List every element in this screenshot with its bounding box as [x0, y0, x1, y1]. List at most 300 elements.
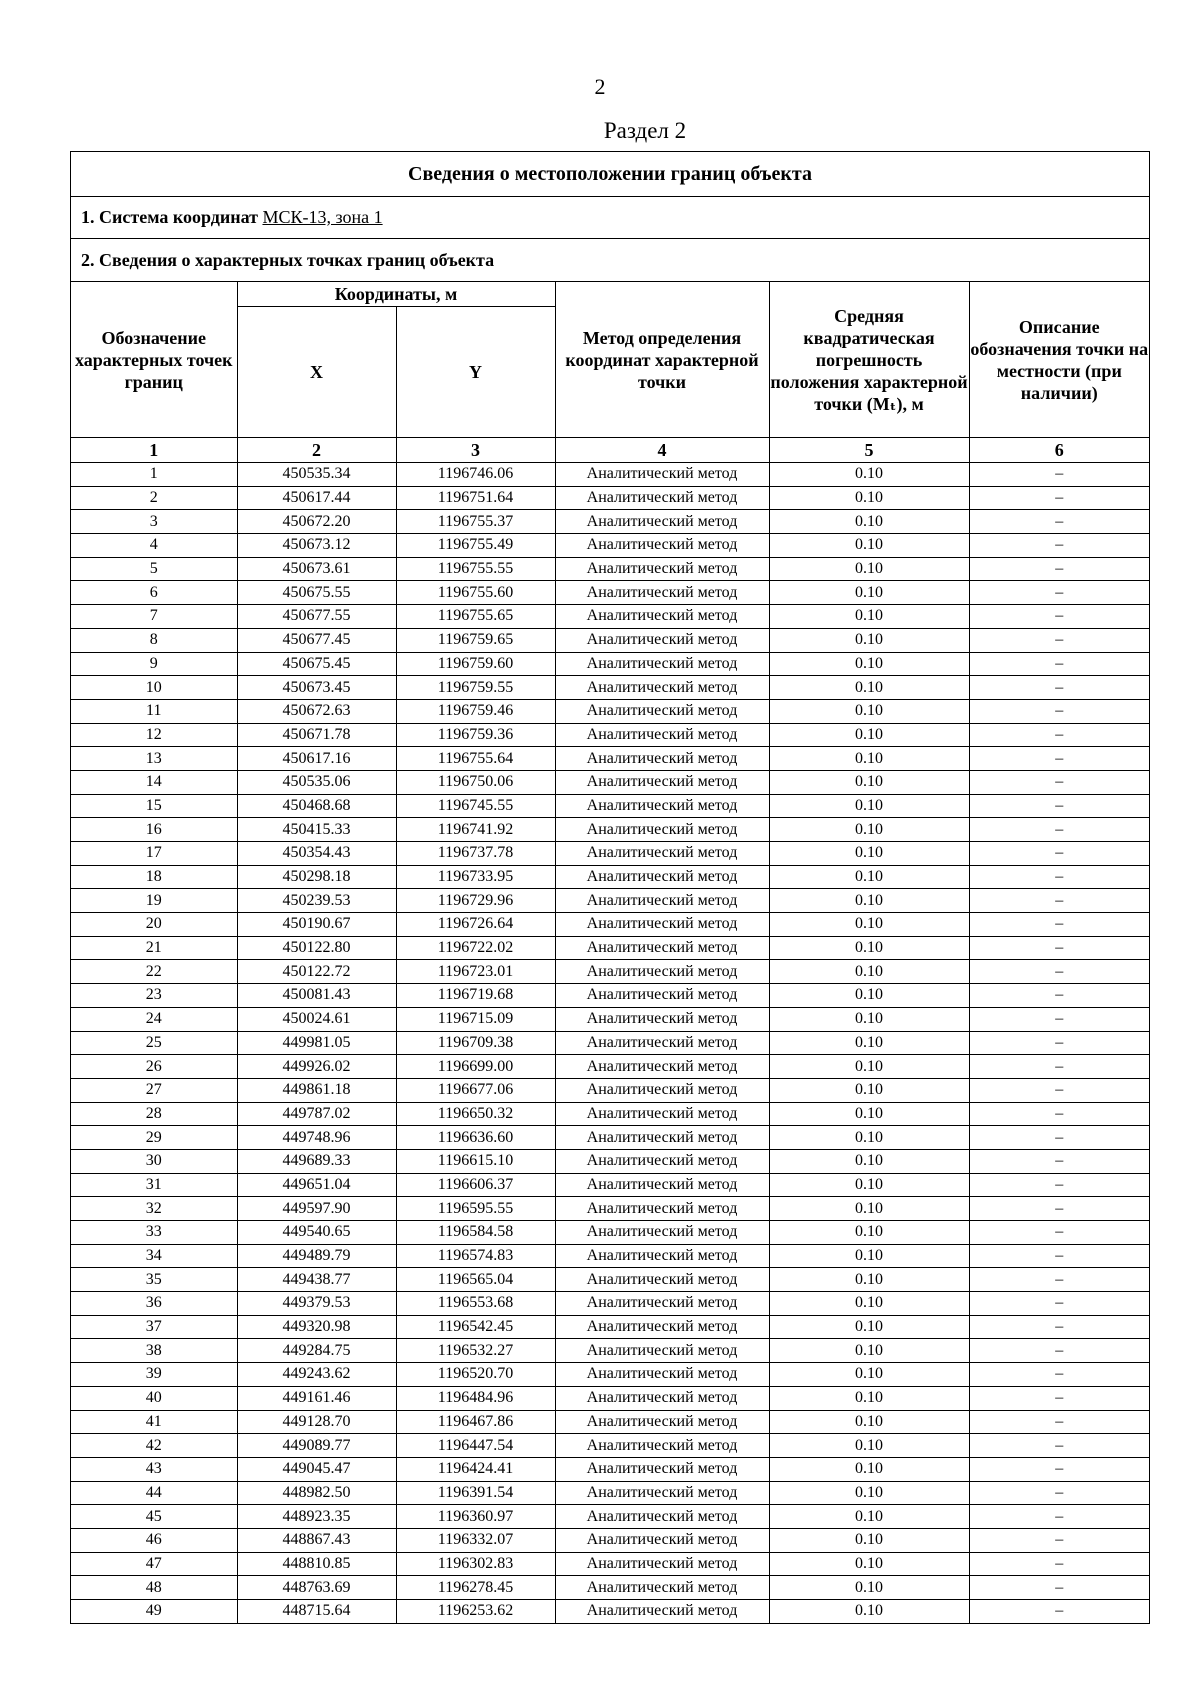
method-cell: Аналитический метод: [555, 1244, 769, 1268]
page-number: 2: [594, 74, 606, 99]
x-coordinate-cell: 450024.61: [237, 1007, 396, 1031]
y-coordinate-cell: 1196719.68: [396, 984, 555, 1008]
error-cell: 0.10: [769, 1457, 969, 1481]
table-row: [71, 557, 1149, 581]
y-coordinate-cell: 1196755.60: [396, 581, 555, 605]
description-cell: –: [969, 652, 1149, 676]
error-cell: 0.10: [769, 1528, 969, 1552]
error-cell: 0.10: [769, 1292, 969, 1316]
description-cell: –: [969, 1552, 1149, 1576]
error-cell: 0.10: [769, 984, 969, 1008]
point-number-cell: 29: [71, 1126, 237, 1150]
point-number-cell: 41: [71, 1410, 237, 1434]
point-number-cell: 31: [71, 1173, 237, 1197]
y-coordinate-cell: 1196302.83: [396, 1552, 555, 1576]
y-coordinate-cell: 1196615.10: [396, 1149, 555, 1173]
x-coordinate-cell: 448923.35: [237, 1505, 396, 1529]
method-cell: Аналитический метод: [555, 1292, 769, 1316]
point-number-cell: 18: [71, 865, 237, 889]
description-cell: –: [969, 1126, 1149, 1150]
point-number-cell: 21: [71, 936, 237, 960]
x-coordinate-cell: 450673.45: [237, 676, 396, 700]
method-cell: Аналитический метод: [555, 581, 769, 605]
x-coordinate-cell: 450672.63: [237, 699, 396, 723]
method-cell: Аналитический метод: [555, 1457, 769, 1481]
x-coordinate-cell: 448715.64: [237, 1600, 396, 1623]
error-cell: 0.10: [769, 1386, 969, 1410]
y-coordinate-cell: 1196755.49: [396, 534, 555, 558]
table-row: [71, 747, 1149, 771]
error-cell: 0.10: [769, 865, 969, 889]
x-coordinate-cell: 449689.33: [237, 1149, 396, 1173]
y-coordinate-cell: 1196278.45: [396, 1576, 555, 1600]
point-number-cell: 5: [71, 557, 237, 581]
description-cell: –: [969, 1221, 1149, 1245]
error-cell: 0.10: [769, 1031, 969, 1055]
x-coordinate-cell: 450081.43: [237, 984, 396, 1008]
description-cell: –: [969, 1363, 1149, 1387]
point-number-cell: 20: [71, 913, 237, 937]
table-row: [71, 510, 1149, 534]
y-coordinate-cell: 1196467.86: [396, 1410, 555, 1434]
method-cell: Аналитический метод: [555, 794, 769, 818]
method-cell: Аналитический метод: [555, 699, 769, 723]
description-cell: –: [969, 557, 1149, 581]
y-coordinate-cell: 1196542.45: [396, 1315, 555, 1339]
method-cell: Аналитический метод: [555, 1126, 769, 1150]
table-row: [71, 1505, 1149, 1529]
y-coordinate-cell: 1196520.70: [396, 1363, 555, 1387]
description-cell: –: [969, 1339, 1149, 1363]
error-cell: 0.10: [769, 770, 969, 794]
table-row: [71, 936, 1149, 960]
method-cell: Аналитический метод: [555, 770, 769, 794]
method-cell: Аналитический метод: [555, 1576, 769, 1600]
error-cell: 0.10: [769, 1126, 969, 1150]
point-number-cell: 15: [71, 794, 237, 818]
error-cell: 0.10: [769, 936, 969, 960]
method-cell: Аналитический метод: [555, 1078, 769, 1102]
point-number-cell: 30: [71, 1149, 237, 1173]
y-coordinate-cell: 1196709.38: [396, 1031, 555, 1055]
y-coordinate-cell: 1196755.65: [396, 605, 555, 629]
error-cell: 0.10: [769, 1315, 969, 1339]
table-row: [71, 652, 1149, 676]
method-cell: Аналитический метод: [555, 1552, 769, 1576]
table-row: [71, 723, 1149, 747]
point-number-cell: 2: [71, 486, 237, 510]
y-coordinate-cell: 1196746.06: [396, 463, 555, 487]
error-cell: 0.10: [769, 1078, 969, 1102]
method-cell: Аналитический метод: [555, 628, 769, 652]
point-number-cell: 25: [71, 1031, 237, 1055]
y-coordinate-cell: 1196532.27: [396, 1339, 555, 1363]
table-row: [71, 865, 1149, 889]
method-cell: Аналитический метод: [555, 1600, 769, 1623]
table-row: [71, 1434, 1149, 1458]
point-number-cell: 49: [71, 1600, 237, 1623]
x-coordinate-cell: 450617.44: [237, 486, 396, 510]
point-number-cell: 22: [71, 960, 237, 984]
error-cell: 0.10: [769, 581, 969, 605]
description-cell: –: [969, 1481, 1149, 1505]
point-number-cell: 26: [71, 1055, 237, 1079]
table-row: [71, 1410, 1149, 1434]
method-cell: Аналитический метод: [555, 936, 769, 960]
point-number-cell: 33: [71, 1221, 237, 1245]
error-cell: 0.10: [769, 605, 969, 629]
column-number: 4: [555, 438, 769, 463]
point-number-cell: 8: [71, 628, 237, 652]
x-coordinate-cell: 450673.12: [237, 534, 396, 558]
x-coordinate-cell: 448982.50: [237, 1481, 396, 1505]
point-number-cell: 7: [71, 605, 237, 629]
y-coordinate-cell: 1196595.55: [396, 1197, 555, 1221]
point-number-cell: 37: [71, 1315, 237, 1339]
header-x: X: [237, 307, 396, 438]
x-coordinate-cell: 450535.34: [237, 463, 396, 487]
x-coordinate-cell: 449748.96: [237, 1126, 396, 1150]
header-point: Обозначение характерных точек границ: [71, 282, 237, 438]
table-row: [71, 1576, 1149, 1600]
table-row: [71, 842, 1149, 866]
description-cell: –: [969, 1410, 1149, 1434]
document-title: Сведения о местоположении границ объекта: [71, 152, 1149, 197]
point-number-cell: 11: [71, 699, 237, 723]
table-row: [71, 1339, 1149, 1363]
x-coordinate-cell: 450354.43: [237, 842, 396, 866]
y-coordinate-cell: 1196751.64: [396, 486, 555, 510]
x-coordinate-cell: 449379.53: [237, 1292, 396, 1316]
x-coordinate-cell: 449161.46: [237, 1386, 396, 1410]
table-row: [71, 676, 1149, 700]
description-cell: –: [969, 605, 1149, 629]
description-cell: –: [969, 1457, 1149, 1481]
y-coordinate-cell: 1196755.55: [396, 557, 555, 581]
table-row: [71, 1149, 1149, 1173]
y-coordinate-cell: 1196574.83: [396, 1244, 555, 1268]
y-coordinate-cell: 1196745.55: [396, 794, 555, 818]
table-row: [71, 1221, 1149, 1245]
description-cell: –: [969, 628, 1149, 652]
table-body: [71, 463, 1149, 1623]
error-cell: 0.10: [769, 1007, 969, 1031]
error-cell: 0.10: [769, 1102, 969, 1126]
method-cell: Аналитический метод: [555, 889, 769, 913]
description-cell: –: [969, 1386, 1149, 1410]
x-coordinate-cell: 450672.20: [237, 510, 396, 534]
description-cell: –: [969, 960, 1149, 984]
table-row: [71, 581, 1149, 605]
table-row: [71, 699, 1149, 723]
method-cell: Аналитический метод: [555, 510, 769, 534]
table-row: [71, 1292, 1149, 1316]
method-cell: Аналитический метод: [555, 1031, 769, 1055]
x-coordinate-cell: 449489.79: [237, 1244, 396, 1268]
error-cell: 0.10: [769, 486, 969, 510]
description-cell: –: [969, 676, 1149, 700]
y-coordinate-cell: 1196484.96: [396, 1386, 555, 1410]
description-cell: –: [969, 1055, 1149, 1079]
description-cell: –: [969, 1268, 1149, 1292]
description-cell: –: [969, 1007, 1149, 1031]
point-number-cell: 36: [71, 1292, 237, 1316]
point-number-cell: 27: [71, 1078, 237, 1102]
description-cell: –: [969, 747, 1149, 771]
y-coordinate-cell: 1196729.96: [396, 889, 555, 913]
y-coordinate-cell: 1196759.55: [396, 676, 555, 700]
description-cell: –: [969, 699, 1149, 723]
table-row: [71, 1552, 1149, 1576]
coordinate-system-value: МСК-13, зона 1: [262, 207, 383, 227]
description-cell: –: [969, 1197, 1149, 1221]
point-number-cell: 44: [71, 1481, 237, 1505]
x-coordinate-cell: 450617.16: [237, 747, 396, 771]
point-number-cell: 38: [71, 1339, 237, 1363]
x-coordinate-cell: 449320.98: [237, 1315, 396, 1339]
method-cell: Аналитический метод: [555, 1434, 769, 1458]
description-cell: –: [969, 1031, 1149, 1055]
table-row: [71, 1600, 1149, 1623]
point-number-cell: 47: [71, 1552, 237, 1576]
method-cell: Аналитический метод: [555, 1505, 769, 1529]
x-coordinate-cell: 448763.69: [237, 1576, 396, 1600]
table-row: [71, 1078, 1149, 1102]
x-coordinate-cell: 450239.53: [237, 889, 396, 913]
method-cell: Аналитический метод: [555, 676, 769, 700]
x-coordinate-cell: 450468.68: [237, 794, 396, 818]
y-coordinate-cell: 1196699.00: [396, 1055, 555, 1079]
x-coordinate-cell: 449861.18: [237, 1078, 396, 1102]
table-row: [71, 794, 1149, 818]
method-cell: Аналитический метод: [555, 723, 769, 747]
x-coordinate-cell: 448810.85: [237, 1552, 396, 1576]
error-cell: 0.10: [769, 628, 969, 652]
method-cell: Аналитический метод: [555, 534, 769, 558]
description-cell: –: [969, 889, 1149, 913]
point-number-cell: 34: [71, 1244, 237, 1268]
table-row: [71, 1173, 1149, 1197]
point-number-cell: 46: [71, 1528, 237, 1552]
method-cell: Аналитический метод: [555, 1268, 769, 1292]
x-coordinate-cell: 449981.05: [237, 1031, 396, 1055]
description-cell: –: [969, 1244, 1149, 1268]
description-cell: –: [969, 1600, 1149, 1623]
method-cell: Аналитический метод: [555, 1363, 769, 1387]
table-row: [71, 1363, 1149, 1387]
section-title: Раздел 2: [603, 118, 687, 143]
error-cell: 0.10: [769, 1505, 969, 1529]
method-cell: Аналитический метод: [555, 1528, 769, 1552]
y-coordinate-cell: 1196391.54: [396, 1481, 555, 1505]
description-cell: –: [969, 1149, 1149, 1173]
x-coordinate-cell: 449540.65: [237, 1221, 396, 1245]
description-cell: –: [969, 1078, 1149, 1102]
y-coordinate-cell: 1196741.92: [396, 818, 555, 842]
coordinate-system-line: [71, 197, 1149, 239]
error-cell: 0.10: [769, 1149, 969, 1173]
point-number-cell: 23: [71, 984, 237, 1008]
error-cell: 0.10: [769, 889, 969, 913]
description-cell: –: [969, 936, 1149, 960]
method-cell: Аналитический метод: [555, 865, 769, 889]
point-number-cell: 32: [71, 1197, 237, 1221]
method-cell: Аналитический метод: [555, 913, 769, 937]
table-row: [71, 1386, 1149, 1410]
point-number-cell: 13: [71, 747, 237, 771]
x-coordinate-cell: 450671.78: [237, 723, 396, 747]
description-cell: –: [969, 534, 1149, 558]
table-row: [71, 1055, 1149, 1079]
description-cell: –: [969, 1528, 1149, 1552]
method-cell: Аналитический метод: [555, 486, 769, 510]
method-cell: Аналитический метод: [555, 1149, 769, 1173]
x-coordinate-cell: 449787.02: [237, 1102, 396, 1126]
point-number-cell: 40: [71, 1386, 237, 1410]
error-cell: 0.10: [769, 1221, 969, 1245]
error-cell: 0.10: [769, 652, 969, 676]
error-cell: 0.10: [769, 913, 969, 937]
error-cell: 0.10: [769, 1576, 969, 1600]
y-coordinate-cell: 1196737.78: [396, 842, 555, 866]
column-number: 2: [237, 438, 396, 463]
error-cell: 0.10: [769, 1173, 969, 1197]
table-row: [71, 1102, 1149, 1126]
table-row: [71, 1528, 1149, 1552]
x-coordinate-cell: 450535.06: [237, 770, 396, 794]
table-row: [71, 984, 1149, 1008]
error-cell: 0.10: [769, 747, 969, 771]
table-row: [71, 1268, 1149, 1292]
boundary-points-table: [71, 281, 1149, 1623]
description-cell: –: [969, 581, 1149, 605]
point-number-cell: 24: [71, 1007, 237, 1031]
x-coordinate-cell: 449438.77: [237, 1268, 396, 1292]
error-cell: 0.10: [769, 1244, 969, 1268]
x-coordinate-cell: 449243.62: [237, 1363, 396, 1387]
header-coordinates: Координаты, м: [237, 282, 555, 307]
description-cell: –: [969, 1315, 1149, 1339]
method-cell: Аналитический метод: [555, 557, 769, 581]
y-coordinate-cell: 1196715.09: [396, 1007, 555, 1031]
table-row: [71, 1126, 1149, 1150]
description-cell: –: [969, 463, 1149, 487]
error-cell: 0.10: [769, 1055, 969, 1079]
column-number: 6: [969, 438, 1149, 463]
error-cell: 0.10: [769, 534, 969, 558]
method-cell: Аналитический метод: [555, 605, 769, 629]
table-row: [71, 628, 1149, 652]
y-coordinate-cell: 1196722.02: [396, 936, 555, 960]
method-cell: Аналитический метод: [555, 842, 769, 866]
x-coordinate-cell: 449128.70: [237, 1410, 396, 1434]
table-row: [71, 1197, 1149, 1221]
y-coordinate-cell: 1196650.32: [396, 1102, 555, 1126]
description-cell: –: [969, 510, 1149, 534]
method-cell: Аналитический метод: [555, 463, 769, 487]
y-coordinate-cell: 1196755.64: [396, 747, 555, 771]
table-row: [71, 960, 1149, 984]
header-y: Y: [396, 307, 555, 438]
point-number-cell: 6: [71, 581, 237, 605]
column-number: 3: [396, 438, 555, 463]
error-cell: 0.10: [769, 842, 969, 866]
error-cell: 0.10: [769, 723, 969, 747]
y-coordinate-cell: 1196565.04: [396, 1268, 555, 1292]
point-number-cell: 4: [71, 534, 237, 558]
table-row: [71, 605, 1149, 629]
boundary-info-form: [70, 151, 1150, 1624]
x-coordinate-cell: 449651.04: [237, 1173, 396, 1197]
point-number-cell: 45: [71, 1505, 237, 1529]
error-cell: 0.10: [769, 960, 969, 984]
description-cell: –: [969, 723, 1149, 747]
point-number-cell: 12: [71, 723, 237, 747]
y-coordinate-cell: 1196723.01: [396, 960, 555, 984]
column-numbers-row: [71, 438, 1149, 463]
method-cell: Аналитический метод: [555, 1197, 769, 1221]
x-coordinate-cell: 450415.33: [237, 818, 396, 842]
method-cell: Аналитический метод: [555, 1481, 769, 1505]
error-cell: 0.10: [769, 1434, 969, 1458]
y-coordinate-cell: 1196360.97: [396, 1505, 555, 1529]
header-error: Средняя квадратическая погрешность положения характерной точки (Mₜ), м: [769, 282, 969, 438]
x-coordinate-cell: 449089.77: [237, 1434, 396, 1458]
x-coordinate-cell: 450675.55: [237, 581, 396, 605]
error-cell: 0.10: [769, 818, 969, 842]
description-cell: –: [969, 486, 1149, 510]
x-coordinate-cell: 450298.18: [237, 865, 396, 889]
error-cell: 0.10: [769, 1552, 969, 1576]
y-coordinate-cell: 1196759.46: [396, 699, 555, 723]
y-coordinate-cell: 1196636.60: [396, 1126, 555, 1150]
x-coordinate-cell: 449926.02: [237, 1055, 396, 1079]
table-row: [71, 889, 1149, 913]
error-cell: 0.10: [769, 1410, 969, 1434]
method-cell: Аналитический метод: [555, 1315, 769, 1339]
x-coordinate-cell: 448867.43: [237, 1528, 396, 1552]
y-coordinate-cell: 1196733.95: [396, 865, 555, 889]
description-cell: –: [969, 1505, 1149, 1529]
point-number-cell: 19: [71, 889, 237, 913]
y-coordinate-cell: 1196447.54: [396, 1434, 555, 1458]
method-cell: Аналитический метод: [555, 1102, 769, 1126]
description-cell: –: [969, 842, 1149, 866]
y-coordinate-cell: 1196606.37: [396, 1173, 555, 1197]
point-number-cell: 1: [71, 463, 237, 487]
x-coordinate-cell: 450677.45: [237, 628, 396, 652]
x-coordinate-cell: 450122.80: [237, 936, 396, 960]
column-number: 1: [71, 438, 237, 463]
x-coordinate-cell: 449045.47: [237, 1457, 396, 1481]
method-cell: Аналитический метод: [555, 652, 769, 676]
point-number-cell: 3: [71, 510, 237, 534]
description-cell: –: [969, 1434, 1149, 1458]
error-cell: 0.10: [769, 463, 969, 487]
description-cell: –: [969, 984, 1149, 1008]
error-cell: 0.10: [769, 1481, 969, 1505]
error-cell: 0.10: [769, 510, 969, 534]
x-coordinate-cell: 450190.67: [237, 913, 396, 937]
method-cell: Аналитический метод: [555, 1410, 769, 1434]
method-cell: Аналитический метод: [555, 747, 769, 771]
point-number-cell: 10: [71, 676, 237, 700]
description-cell: –: [969, 1173, 1149, 1197]
table-row: [71, 1481, 1149, 1505]
error-cell: 0.10: [769, 1363, 969, 1387]
description-cell: –: [969, 1102, 1149, 1126]
coordinate-system-label: 1. Система координат: [81, 207, 258, 227]
